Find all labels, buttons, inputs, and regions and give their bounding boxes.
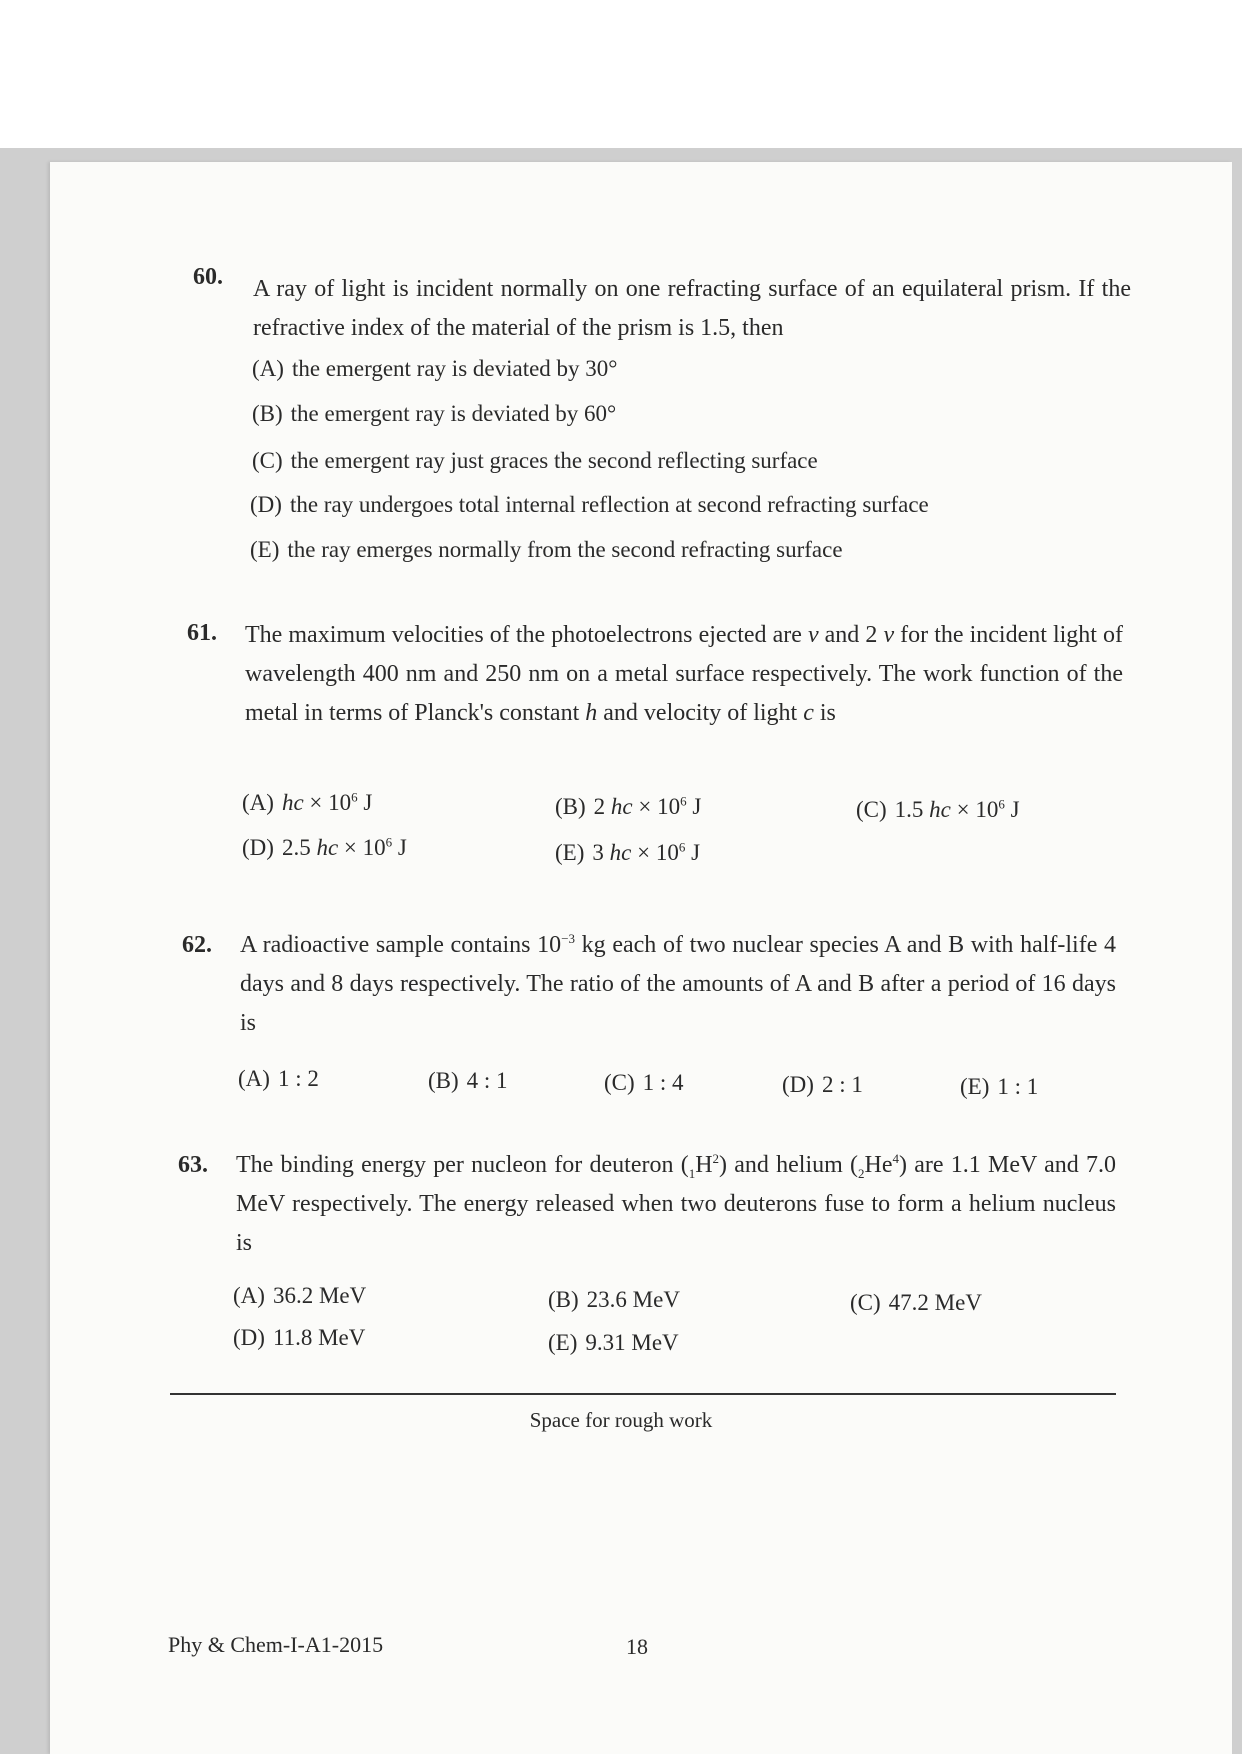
question-number: 62. — [182, 932, 212, 958]
option-d[interactable] — [233, 1325, 365, 1351]
stem-text: The binding energy per nucleon for deuteron ( — [236, 1152, 689, 1178]
option-label: (A) — [233, 1283, 265, 1308]
option-text: 1 : 4 — [642, 1070, 684, 1095]
option-b[interactable] — [252, 401, 616, 427]
option-c[interactable] — [856, 797, 1020, 823]
planck-symbol: h — [585, 700, 598, 726]
option-d[interactable] — [782, 1072, 863, 1098]
option-text: the ray emerges normally from the second refracting surface — [287, 537, 843, 562]
option-e[interactable] — [250, 537, 843, 563]
option-text: 47.2 MeV — [888, 1290, 982, 1315]
option-text: × 10 — [632, 794, 681, 819]
option-coefficient: 2 — [593, 794, 611, 819]
option-label: (D) — [782, 1072, 814, 1097]
option-text: 4 : 1 — [466, 1068, 508, 1093]
option-unit: J — [357, 790, 373, 815]
question-number: 60. — [193, 264, 223, 290]
option-c[interactable] — [252, 448, 818, 474]
option-coefficient: 1.5 — [894, 797, 930, 822]
option-unit: J — [392, 835, 407, 860]
option-a[interactable] — [238, 1066, 319, 1092]
light-speed-symbol: c — [803, 700, 814, 726]
option-e[interactable] — [548, 1330, 679, 1356]
option-exponent: 6 — [385, 834, 393, 850]
option-hc: hc — [929, 797, 951, 822]
option-hc: hc — [316, 835, 339, 860]
option-b[interactable] — [555, 794, 701, 820]
option-exponent: 6 — [998, 796, 1005, 812]
option-text: 9.31 MeV — [585, 1330, 679, 1355]
velocity-symbol: v — [883, 622, 895, 648]
page-number: 18 — [626, 1634, 648, 1659]
option-exponent: 6 — [678, 839, 686, 855]
stem-text: kg each of two nuclear species A and B with half-life 4 days and 8 days respectively. The ratio of the amounts of A and B after a period of 16 days is — [240, 932, 1117, 1036]
option-b[interactable] — [428, 1068, 508, 1094]
question-number: 61. — [187, 620, 217, 646]
stem-text: A radioactive sample contains 10 — [240, 932, 562, 958]
option-hc: hc — [610, 794, 633, 819]
option-label: (B) — [548, 1287, 579, 1312]
option-text: × 10 — [631, 840, 679, 865]
option-hc: hc — [281, 790, 304, 815]
option-d[interactable] — [250, 492, 929, 518]
option-a[interactable] — [252, 356, 618, 382]
option-label: (B) — [252, 401, 283, 426]
option-label: (C) — [604, 1070, 635, 1095]
option-text: the emergent ray is deviated by 60° — [290, 401, 617, 426]
stem-text: and 2 — [818, 622, 884, 648]
helium-symbol: He — [864, 1152, 893, 1178]
helium-atomic-number: 2 — [858, 1165, 865, 1181]
deuteron-mass-number: 2 — [712, 1151, 720, 1166]
option-label: (A) — [242, 790, 274, 815]
option-label: (D) — [242, 835, 274, 860]
option-text: the ray undergoes total internal reflection at second refracting surface — [289, 492, 929, 517]
option-label: (B) — [555, 794, 586, 819]
option-b[interactable] — [548, 1287, 680, 1313]
paper-code: Phy & Chem-I-A1-2015 — [168, 1632, 384, 1657]
option-text: 11.8 MeV — [272, 1325, 366, 1350]
option-label: (C) — [856, 797, 887, 822]
option-coefficient: 2.5 — [281, 835, 317, 860]
velocity-symbol: v — [807, 622, 819, 648]
question-62 — [182, 926, 1122, 1056]
option-label: (E) — [960, 1074, 990, 1099]
question-number: 63. — [178, 1152, 208, 1178]
option-label: (E) — [548, 1330, 578, 1355]
option-coefficient: 3 — [592, 840, 610, 865]
option-e[interactable] — [960, 1074, 1038, 1100]
option-unit: J — [1004, 797, 1020, 822]
option-label: (C) — [252, 448, 283, 473]
option-text: 23.6 MeV — [586, 1287, 680, 1312]
option-c[interactable] — [850, 1290, 982, 1316]
option-a[interactable] — [233, 1283, 366, 1309]
stem-text: The maximum velocities of the photoelectrons ejected are — [245, 622, 808, 648]
option-unit: J — [686, 794, 702, 819]
stem-text: ) and helium ( — [719, 1152, 859, 1178]
stem-text: and velocity of light — [597, 700, 804, 726]
question-stem — [245, 616, 1123, 733]
stem-text: for the incident light of wavelength 400 nm and 250 nm on a metal surface respectively. The work function of the metal in terms of Planck's constant — [245, 622, 1124, 726]
stem-text: is — [813, 700, 836, 726]
scan-top-margin — [0, 0, 1242, 148]
option-label: (D) — [233, 1325, 265, 1350]
option-text: 1 : 2 — [277, 1066, 319, 1091]
option-label: (E) — [250, 537, 280, 562]
question-63 — [178, 1146, 1118, 1276]
option-label: (D) — [250, 492, 282, 517]
rough-work-divider — [170, 1393, 1116, 1395]
deuteron-atomic-number: 1 — [688, 1165, 696, 1181]
option-e[interactable] — [555, 840, 700, 866]
option-c[interactable] — [604, 1070, 684, 1096]
option-exponent: 6 — [680, 793, 687, 809]
option-text: × 10 — [303, 790, 352, 815]
option-a[interactable] — [242, 790, 372, 816]
stem-text: ) are 1.1 MeV and 7.0 MeV respectively. The energy released when two deuterons fuse to form a helium nucleus is — [236, 1152, 1116, 1256]
option-d[interactable] — [242, 835, 407, 861]
option-label: (B) — [428, 1068, 459, 1093]
option-text: the emergent ray is deviated by 30° — [291, 356, 618, 381]
stem-exponent: −3 — [561, 931, 576, 946]
option-label: (E) — [555, 840, 585, 865]
question-stem — [240, 926, 1116, 1043]
helium-mass-number: 4 — [892, 1151, 899, 1166]
option-text: × 10 — [950, 797, 999, 822]
option-text: 2 : 1 — [821, 1072, 863, 1097]
option-exponent: 6 — [351, 789, 358, 805]
option-unit: J — [685, 840, 701, 865]
option-label: (C) — [850, 1290, 881, 1315]
deuteron-symbol: H — [695, 1152, 713, 1178]
question-61 — [187, 614, 1127, 784]
question-stem — [236, 1146, 1116, 1263]
option-hc: hc — [609, 840, 632, 865]
option-text: the emergent ray just graces the second reflecting surface — [290, 448, 818, 473]
option-text: 1 : 1 — [997, 1074, 1039, 1099]
option-label: (A) — [238, 1066, 270, 1091]
question-stem: A ray of light is incident normally on one refracting surface of an equilateral prism. If the refractive index of the material of the prism is 1.5, then — [253, 276, 1131, 341]
option-label: (A) — [252, 356, 284, 381]
option-text: 36.2 MeV — [272, 1283, 367, 1308]
rough-work-label: Space for rough work — [529, 1408, 713, 1432]
option-text: × 10 — [338, 835, 386, 860]
